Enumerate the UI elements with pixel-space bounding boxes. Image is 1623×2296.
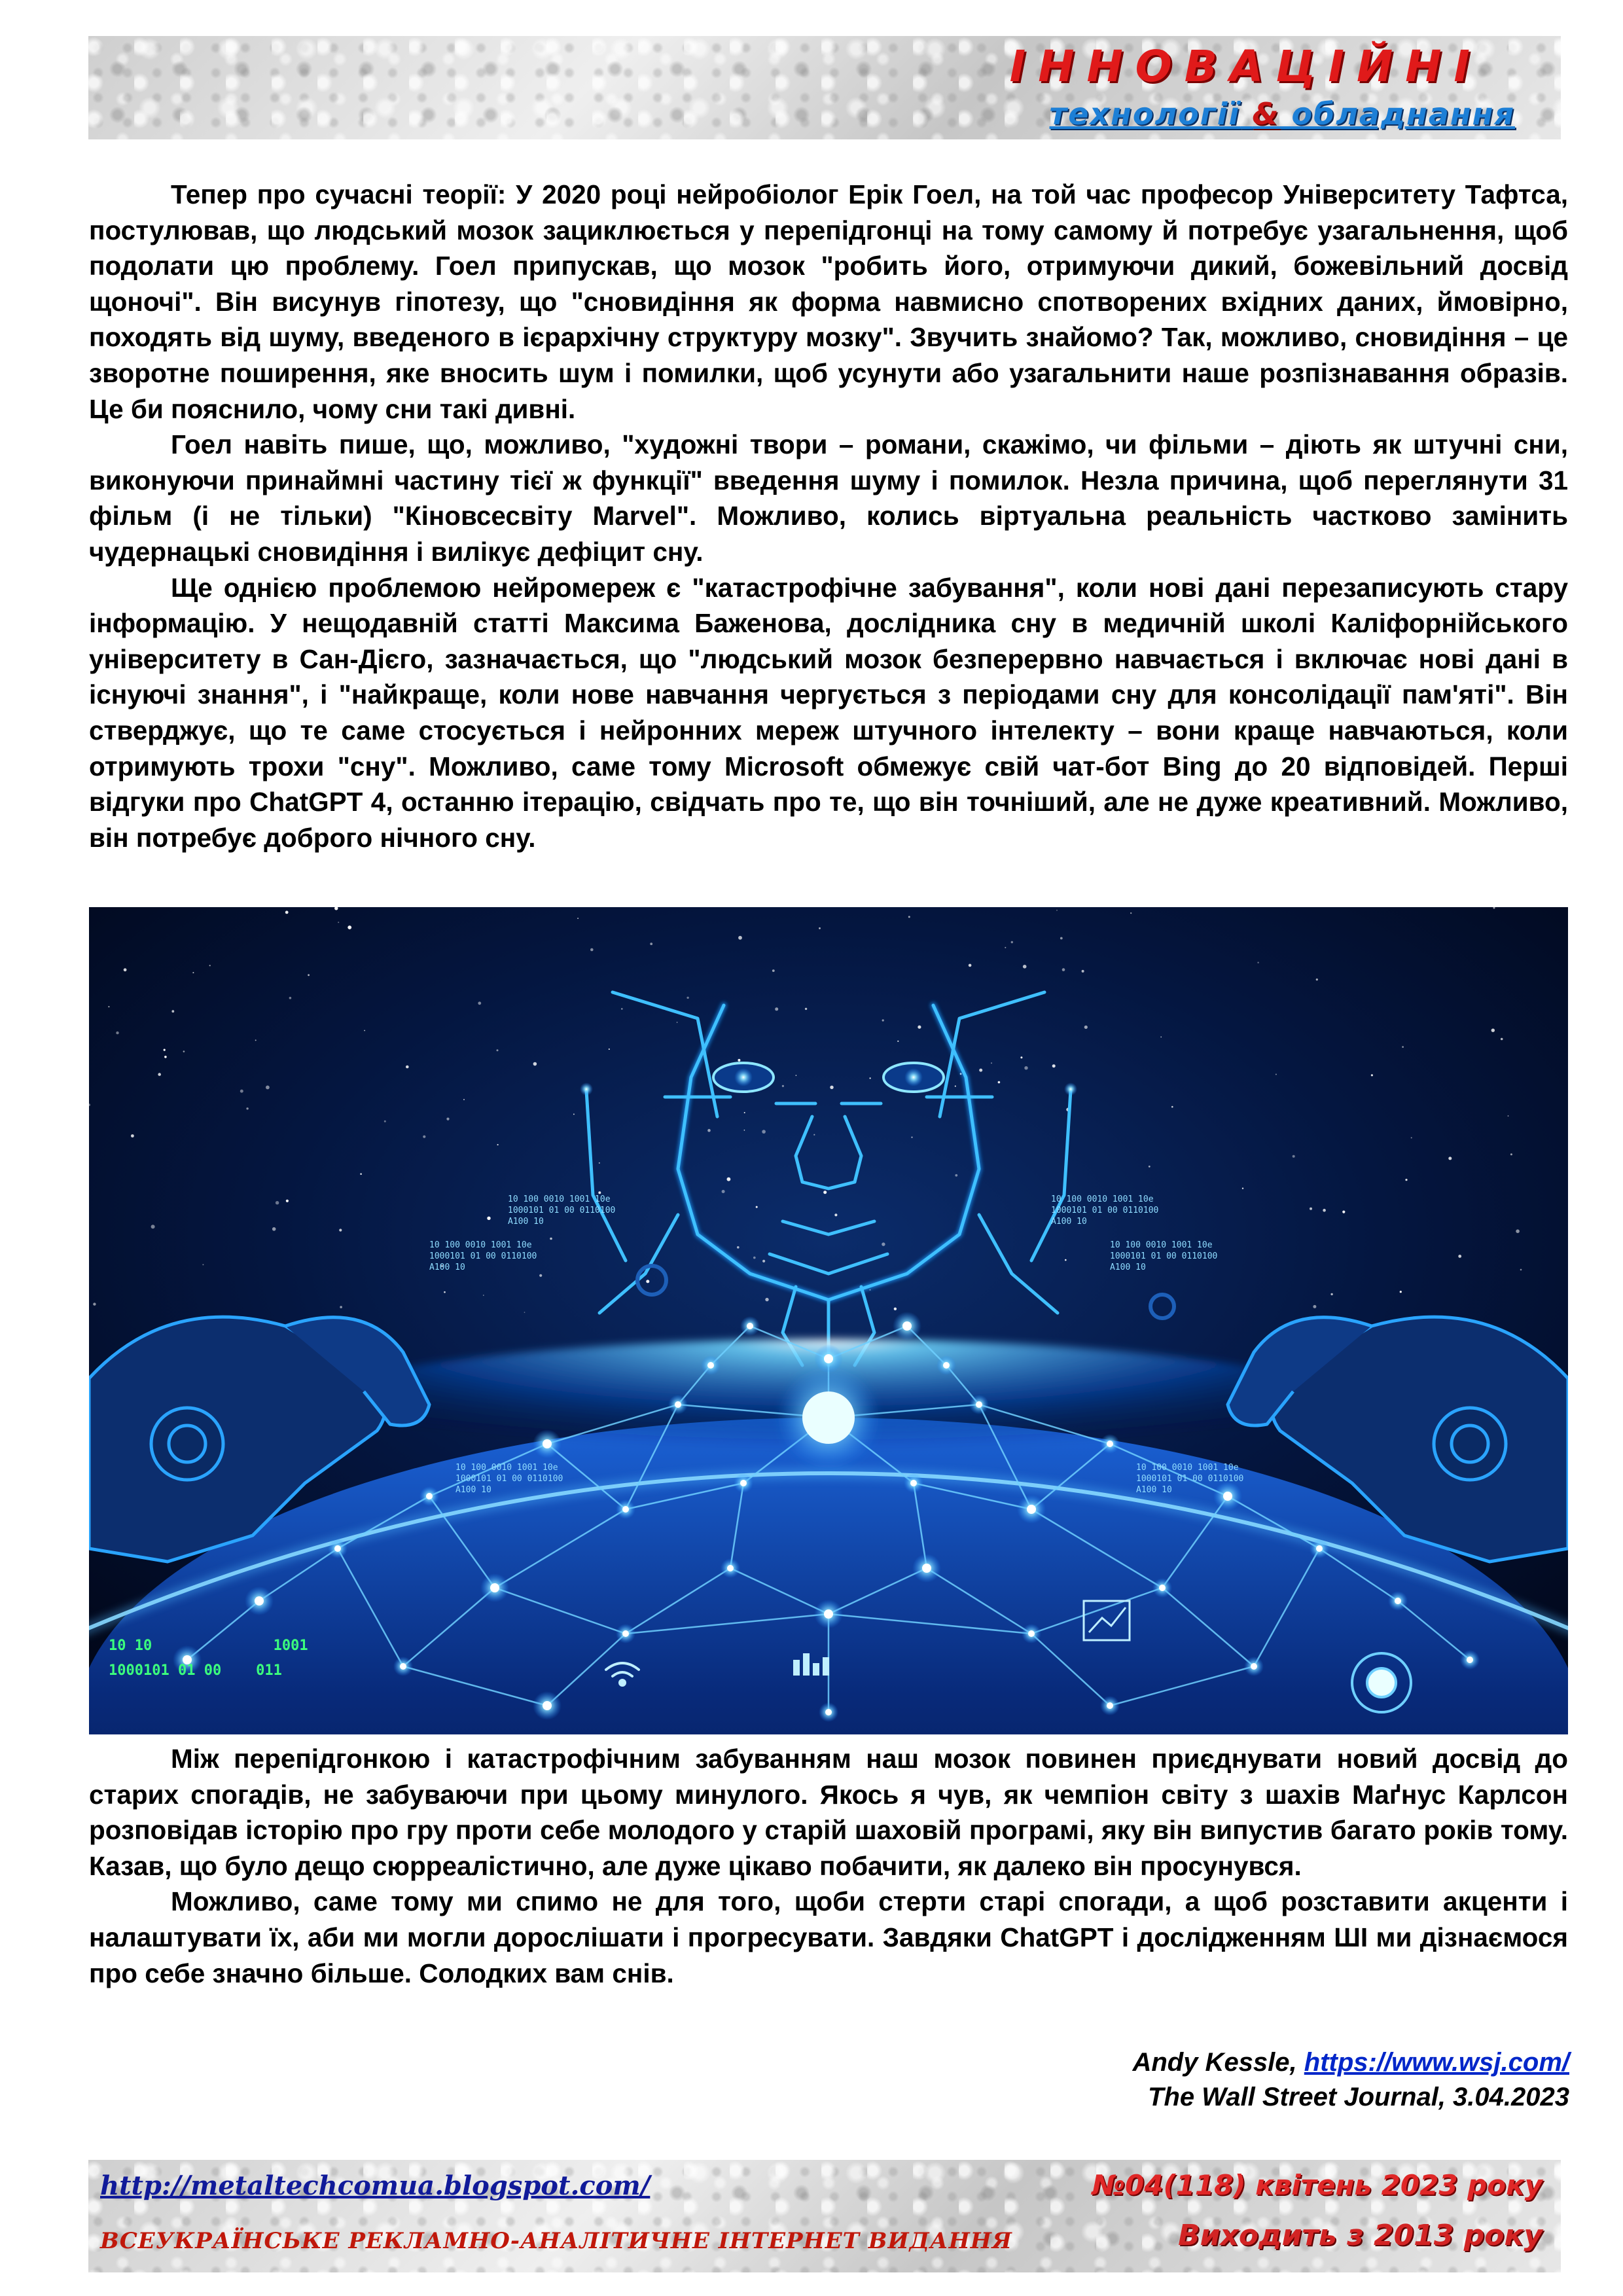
star: [744, 1112, 745, 1113]
network-node: [622, 1506, 629, 1513]
network-node: [1395, 1598, 1401, 1604]
subtitle-equipment: обладнання: [1291, 96, 1515, 132]
network-node: [543, 1701, 552, 1710]
binary-label: 10 100 0010 1001 10e: [1051, 1194, 1154, 1204]
network-node: [825, 1709, 832, 1715]
network-node: [675, 1401, 681, 1408]
star: [1448, 1157, 1452, 1160]
network-node: [1028, 1630, 1035, 1637]
article-body-continued: [89, 1741, 1568, 1991]
publication-line: The Wall Street Journal, 3.04.2023: [1148, 2083, 1569, 2111]
star: [131, 1134, 134, 1138]
author-name: Andy Kessle,: [1132, 2048, 1297, 2077]
star: [590, 948, 594, 952]
star: [183, 1050, 185, 1052]
star: [384, 1121, 386, 1122]
network-node: [727, 1565, 734, 1571]
star: [246, 1107, 248, 1109]
star: [796, 1075, 797, 1076]
star: [444, 1291, 446, 1293]
star: [1323, 1209, 1326, 1212]
star: [364, 1030, 365, 1031]
ai-illustration-svg: [89, 907, 1568, 1734]
star: [1149, 1166, 1150, 1168]
star: [979, 1069, 982, 1072]
source-line: [1132, 2045, 1569, 2080]
article-paragraph: Тепер про сучасні теорії: У 2020 році нейробіолог Ерік Гоел, на той час професор Університету Тафтса, постулював, що людський мозок зациклюється у перепідгонці на тому самому й потребує узагальнення, щоб подолати цю проблему. Гоел припускав, що мозок "робить його, отримуючи дикий, божевільний досвід щоночі". Він висунув гіпотезу, що "сновидіння як форма навмисно спотворених вхідних даних, ймовірно, походять від шуму, введеного в ієрархічну структуру мозку". Звучить знайомо? Так, можливо, сновидіння – це зворотне поширення, яке вносить шум і помилки, щоб усунути або узагальнити наше розпізнавання образів. Це би пояснило, чому сни такі дивні.: [89, 179, 1568, 424]
star: [1411, 1137, 1412, 1138]
binary-label: 10 100 0010 1001 10e: [429, 1240, 532, 1250]
network-node: [543, 1439, 552, 1448]
star: [308, 974, 310, 976]
star: [998, 1081, 1001, 1084]
star: [478, 1001, 481, 1005]
binary-label: A100 10: [1110, 1263, 1146, 1272]
network-node: [622, 1630, 629, 1637]
network-node: [747, 1323, 753, 1329]
binary-label: A100 10: [1051, 1217, 1087, 1227]
subtitle-ampersand: &: [1252, 96, 1280, 132]
binary-label: 10 100 0010 1001 10e: [508, 1194, 611, 1204]
article-paragraph: Між перепідгонкою і катастрофічним забуванням наш мозок повинен приєднувати новий досвід до старих спогадів, не забуваючи при цьому минулого. Якось я чув, як чемпіон світу з шахів Маґнус Карлсон розповідав історію про гру проти себе молодого у старій шаховій програмі, яку він випустив багато років тому. Казав, що було дещо сюрреалістично, але дуже цікаво побачити, як далеко він просунувся.: [89, 1744, 1568, 1881]
star: [524, 1312, 526, 1313]
star: [289, 997, 292, 999]
green-binary-line: 10 10 1001: [109, 1638, 308, 1654]
network-node: [1027, 1505, 1036, 1514]
star: [805, 1008, 807, 1010]
star: [539, 1274, 542, 1277]
star: [1516, 1229, 1520, 1233]
star: [1293, 1155, 1295, 1158]
star: [497, 1144, 499, 1145]
source-link[interactable]: https://www.wsj.com/: [1304, 2048, 1569, 2077]
star: [1458, 1255, 1461, 1258]
star: [1060, 937, 1063, 940]
star: [348, 925, 351, 929]
star: [164, 1056, 167, 1058]
subtitle-technologies: технології: [1049, 96, 1241, 132]
star: [1491, 1029, 1495, 1032]
magazine-title: ІННОВАЦІЙНІ: [1009, 41, 1482, 92]
star: [813, 1134, 815, 1136]
star: [834, 1213, 837, 1216]
star: [722, 1190, 725, 1193]
footer-banner: [88, 2160, 1561, 2272]
network-node: [426, 1493, 433, 1499]
star: [1257, 962, 1258, 963]
network-node: [1316, 1545, 1323, 1552]
star: [151, 1225, 155, 1229]
network-node: [740, 1480, 747, 1486]
binary-label: 10 100 0010 1001 10e: [1110, 1240, 1213, 1250]
network-node: [334, 1545, 341, 1552]
star: [1275, 1074, 1277, 1075]
article-paragraph: Гоел навіть пише, що, можливо, "художні твори – романи, скажімо, чи фільми – діють як штучні сни, виконуючи принаймні частину тієї ж функції" введення шуму і помилок. Незла причина, щоб переглянути 31 фільм (і не тільки) "Кіновсесвіту Marvel". Можливо, колись віртуальна реальність частково замінить чудернацькі сновидіння і вилікує дефіцит сну.: [89, 429, 1568, 567]
network-node: [824, 1609, 833, 1619]
binary-label: A100 10: [455, 1485, 491, 1495]
star: [1510, 1153, 1512, 1155]
star: [897, 1041, 899, 1042]
green-binary-line: 1000101 01 00 011: [109, 1662, 282, 1679]
star: [646, 1280, 649, 1283]
star: [108, 1006, 109, 1007]
star: [340, 1306, 342, 1308]
star: [609, 1049, 610, 1050]
star: [240, 1090, 243, 1093]
star: [1024, 1066, 1027, 1069]
binary-label: A100 10: [1136, 1485, 1172, 1495]
star: [744, 1130, 745, 1131]
star: [1005, 947, 1006, 948]
star: [1065, 1259, 1067, 1261]
binary-label: 1000101 01 00 0110100: [1051, 1206, 1159, 1215]
star: [550, 1238, 552, 1240]
star: [255, 1039, 257, 1041]
network-node: [922, 1564, 931, 1573]
star: [483, 1295, 484, 1296]
network-node: [255, 1596, 264, 1605]
binary-label: A100 10: [429, 1263, 465, 1272]
network-node: [1223, 1492, 1232, 1501]
star: [1011, 941, 1013, 943]
network-node: [490, 1583, 499, 1592]
star: [1130, 912, 1132, 914]
ai-illustration: [89, 907, 1568, 1734]
star: [93, 1302, 96, 1305]
star: [1501, 1038, 1503, 1041]
star: [969, 964, 972, 967]
star: [446, 1118, 449, 1121]
footer-tagline: ВСЕУКРАЇНСЬКЕ РЕКЛАМНО-АНАЛІТИЧНЕ ІНТЕРНЕТ ВИДАННЯ: [100, 2228, 1012, 2254]
star: [756, 1206, 758, 1208]
star: [1400, 1291, 1402, 1293]
star: [1056, 910, 1058, 911]
network-node: [1467, 1657, 1473, 1663]
binary-label: 1000101 01 00 0110100: [508, 1206, 616, 1215]
star: [1171, 1106, 1173, 1108]
source-attribution: [1132, 2045, 1569, 2115]
star: [1020, 1056, 1022, 1058]
star: [707, 1129, 711, 1132]
star: [463, 1099, 465, 1100]
blog-link[interactable]: http://metaltechcomua.blogspot.com/: [100, 2170, 651, 2201]
star: [819, 927, 821, 929]
star: [285, 911, 289, 914]
star: [882, 1242, 885, 1246]
star: [286, 1200, 289, 1202]
central-core: [776, 1365, 881, 1470]
star: [406, 1066, 409, 1069]
publishing-since: Виходить з 2013 року: [1178, 2219, 1543, 2252]
issue-number: №04(118) квітень 2023 року: [1092, 2169, 1543, 2201]
star: [360, 1173, 362, 1175]
star: [1084, 1026, 1088, 1029]
star: [599, 1162, 600, 1164]
star: [533, 1062, 537, 1066]
network-node: [910, 1480, 917, 1486]
binary-label: 1000101 01 00 0110100: [455, 1474, 563, 1484]
star: [1082, 970, 1084, 973]
star: [882, 1019, 884, 1021]
star: [870, 1077, 871, 1079]
magazine-subtitle: [1050, 96, 1515, 132]
star: [577, 918, 579, 919]
star: [116, 1031, 118, 1034]
star: [266, 1086, 270, 1090]
star: [1405, 1179, 1407, 1181]
binary-label: 1000101 01 00 0110100: [429, 1251, 537, 1261]
star: [573, 1113, 575, 1115]
star: [894, 1308, 897, 1310]
star: [762, 1260, 765, 1263]
star: [677, 1022, 678, 1023]
star: [1160, 1037, 1162, 1038]
network-node: [1107, 1441, 1113, 1447]
star: [650, 942, 652, 945]
star: [124, 968, 127, 971]
star: [687, 997, 688, 999]
star: [164, 1049, 166, 1051]
star: [870, 1289, 871, 1291]
star: [1062, 968, 1065, 971]
binary-label: 1000101 01 00 0110100: [1110, 1251, 1218, 1261]
star: [192, 972, 194, 973]
binary-label: 10 100 0010 1001 10e: [1136, 1463, 1239, 1473]
star: [727, 1177, 731, 1181]
star: [621, 1008, 623, 1010]
star: [1052, 1064, 1056, 1067]
star: [911, 1137, 912, 1138]
star: [202, 1264, 204, 1265]
star: [1508, 1115, 1509, 1117]
network-node: [902, 1321, 912, 1331]
star: [772, 969, 775, 972]
header-banner: [88, 36, 1561, 139]
star: [598, 1191, 601, 1194]
star: [1342, 1211, 1345, 1213]
star: [338, 922, 339, 923]
star: [276, 1201, 279, 1204]
star: [762, 1130, 766, 1134]
star: [1520, 1269, 1522, 1271]
star: [423, 1136, 425, 1138]
star: [1402, 1046, 1404, 1048]
star: [272, 1227, 276, 1231]
star: [1310, 1208, 1312, 1210]
star: [497, 1049, 499, 1051]
star: [738, 936, 742, 940]
network-node: [976, 1401, 982, 1408]
star: [775, 1007, 778, 1011]
star: [1316, 978, 1318, 980]
network-node: [707, 1362, 714, 1369]
network-node: [1107, 1702, 1113, 1709]
network-node: [1159, 1585, 1166, 1591]
star: [1371, 1074, 1373, 1076]
star: [908, 916, 910, 918]
star: [737, 1246, 740, 1249]
network-node: [824, 1354, 833, 1363]
star: [487, 1217, 490, 1220]
binary-label: 1000101 01 00 0110100: [1136, 1474, 1244, 1484]
article-paragraph: Можливо, саме тому ми спимо не для того, щоби стерти старі спогади, а щоб розставити акценти і налаштувати їх, аби ми могли дорослішати і прогресувати. Завдяки ChatGPT і дослідженням ШІ ми дізнаємося про себе значно більше. Солодких вам снів.: [89, 1886, 1568, 1988]
star: [823, 1191, 827, 1194]
star: [782, 1085, 784, 1087]
article-body: [89, 177, 1568, 855]
network-node: [400, 1663, 406, 1670]
star: [1023, 965, 1027, 969]
star: [339, 1229, 342, 1231]
binary-label: A100 10: [508, 1217, 544, 1227]
star: [955, 1086, 956, 1087]
star: [1330, 1293, 1332, 1295]
star: [765, 1298, 768, 1301]
star: [830, 1086, 833, 1089]
star: [753, 1257, 756, 1259]
network-node: [943, 1362, 950, 1369]
star: [1313, 1305, 1316, 1308]
star: [171, 1010, 174, 1013]
article-paragraph: Ще однією проблемою нейромереж є "катастрофічне забування", коли нові дані перезаписують стару інформацію. У нещодавній статті Максима Баженова, дослідника сну в медичній школі Каліфорнійського університету в Сан-Дієго, зазначається, що "людський мозок безперервно навчається і включає нові дані в існуючі знання", і "найкраще, коли нове навчання чергується з періодами сну для консолідації пам'яті". Він стверджує, що те саме стосується і нейронних мереж штучного інтелекту – вони краще навчаються, коли отримують трохи "сну". Можливо, саме тому Microsoft обмежує свій чат-бот Bing до 20 відповідей. Перші відгуки про ChatGPT 4, останню ітерацію, свідчать про те, що він точніший, але не дуже креативний. Можливо, він потребує доброго нічного сну.: [89, 572, 1568, 853]
star: [209, 965, 211, 966]
network-node: [1251, 1663, 1257, 1670]
star: [158, 1073, 161, 1076]
star: [738, 1059, 740, 1062]
star: [955, 1174, 957, 1177]
star: [1242, 1188, 1243, 1189]
binary-label: 10 100 0010 1001 10e: [455, 1463, 558, 1473]
star: [991, 1062, 992, 1064]
star: [918, 1026, 921, 1029]
